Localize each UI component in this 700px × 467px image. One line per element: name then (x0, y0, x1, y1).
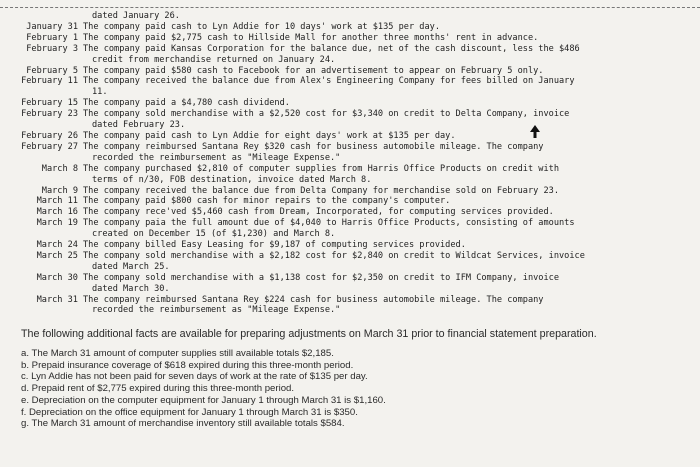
transaction-line: The company sold merchandise with a $2,182 cost for $2,840 on credit to Wildcat Services, invoice (83, 250, 585, 261)
transaction-description (83, 164, 688, 186)
transaction-line: The company billed Easy Leasing for $9,187 of computing services provided. (83, 240, 466, 251)
transaction-line: The company purchased $2,810 of computer supplies from Harris Office Products on credit with (83, 163, 559, 174)
header-fragment-row (0, 11, 700, 22)
facts-intro: The following additional facts are available for preparing adjustments on March 31 prior to financial statement preparation. (21, 328, 597, 340)
transaction-line: created on December 15 (of $1,230) and March 8. (92, 229, 336, 240)
fact-item: f. Depreciation on the office equipment for January 1 through March 31 is $350. (21, 406, 358, 418)
transaction-description (83, 273, 688, 295)
transaction-row (0, 142, 700, 164)
transaction-date: March 24 (36, 240, 78, 251)
torn-top-edge (0, 0, 700, 8)
fact-item: e. Depreciation on the computer equipment for January 1 through March 31 is $1,160. (21, 394, 386, 406)
transaction-date: February 11 (21, 76, 78, 87)
transaction-date: March 16 (36, 207, 78, 218)
adjustment-facts-section (21, 328, 696, 430)
transaction-description (83, 207, 688, 218)
transaction-line: recorded the reimbursement as "Mileage Expense." (92, 305, 341, 316)
transaction-row (0, 98, 700, 109)
transaction-date: February 5 (26, 65, 78, 76)
transaction-date: February 3 (26, 43, 78, 54)
transaction-log (0, 11, 700, 316)
transaction-date: March 8 (41, 163, 78, 174)
transaction-row (0, 218, 700, 240)
transaction-line: The company sold merchandise with a $1,138 cost for $2,350 on credit to IFM Company, invoice (83, 272, 559, 283)
transaction-line: The company received the balance due from Alex's Engineering Company for fees billed on January (83, 76, 575, 87)
transaction-row (0, 240, 700, 251)
mouse-cursor-icon (529, 125, 541, 139)
fact-item: b. Prepaid insurance coverage of $618 expired during this three-month period. (21, 359, 354, 371)
transaction-line: The company paid cash to Lyn Addie for 10 days' work at $135 per day. (83, 21, 440, 32)
transaction-description (83, 22, 688, 33)
transaction-row (0, 251, 700, 273)
transaction-line: The company paid $580 cash to Facebook for an advertisement to appear on February 5 only. (83, 65, 544, 76)
transaction-line: The company paid a $4,780 cash dividend. (83, 98, 290, 109)
transaction-description (83, 44, 688, 66)
transaction-row (0, 66, 700, 77)
transaction-description (83, 131, 688, 142)
transaction-row (0, 22, 700, 33)
transaction-date: March 31 (36, 294, 78, 305)
transaction-row (0, 164, 700, 186)
header-fragment: dated January 26. (92, 11, 180, 21)
transaction-description (83, 66, 688, 77)
transaction-row (0, 273, 700, 295)
transaction-line: The company paid $2,775 cash to Hillside Mall for another three months' rent in advance. (83, 32, 539, 43)
transaction-line: The company sold merchandise with a $2,520 cost for $3,340 on credit to Delta Company, invoice (83, 109, 570, 120)
transaction-line: terms of n/30, FOB destination, invoice dated March 8. (92, 174, 372, 185)
transaction-date: March 30 (36, 272, 78, 283)
transaction-line: The company paid cash to Lyn Addie for eight days' work at $135 per day. (83, 130, 456, 141)
transaction-line: recorded the reimbursement as "Mileage Expense." (92, 152, 341, 163)
transaction-date: February 23 (21, 109, 78, 120)
transaction-line: dated March 25. (92, 261, 170, 272)
transaction-description (83, 240, 688, 251)
transaction-line: The company received the balance due from Delta Company for merchandise sold on February 23. (83, 185, 559, 196)
transaction-row (0, 207, 700, 218)
transaction-date: February 1 (26, 32, 78, 43)
transaction-description (83, 142, 688, 164)
transaction-date: February 26 (21, 130, 78, 141)
transaction-line: The company rece'ved $5,460 cash from Dream, Incorporated, for computing services provided. (83, 207, 554, 218)
transaction-list (0, 22, 700, 316)
transaction-description (83, 186, 688, 197)
transaction-description (83, 196, 688, 207)
transaction-row (0, 44, 700, 66)
transaction-line: dated February 23. (92, 120, 186, 131)
fact-item: a. The March 31 amount of computer supplies still available totals $2,185. (21, 348, 334, 359)
facts-list (21, 348, 696, 430)
transaction-line: credit from merchandise returned on January 24. (92, 54, 336, 65)
fact-item: c. Lyn Addie has not been paid for seven days of work at the rate of $135 per day. (21, 371, 368, 383)
transaction-line: dated March 30. (92, 283, 170, 294)
transaction-date: February 27 (21, 141, 78, 152)
transaction-row (0, 109, 700, 131)
transaction-description (83, 109, 688, 131)
transaction-description (83, 251, 688, 273)
transaction-description (83, 76, 688, 98)
transaction-line: 11. (92, 87, 108, 98)
transaction-date: March 19 (36, 218, 78, 229)
transaction-date: March 9 (41, 185, 78, 196)
transaction-description (83, 218, 688, 240)
transaction-date: January 31 (26, 21, 78, 32)
transaction-row (0, 295, 700, 317)
transaction-line: The company paid Kansas Corporation for the balance due, net of the cash discount, less the $486 (83, 43, 580, 54)
transaction-date: February 15 (21, 98, 78, 109)
transaction-line: The company reimbursed Santana Rey $224 cash for business automobile mileage. The company (83, 294, 544, 305)
transaction-row (0, 131, 700, 142)
transaction-description (83, 98, 688, 109)
transaction-line: The company paia the full amount due of $4,040 to Harris Office Products, consisting of amounts (83, 218, 575, 229)
transaction-row (0, 33, 700, 44)
fact-item: g. The March 31 amount of merchandise inventory still available totals $584. (21, 418, 345, 430)
transaction-line: The company paid $800 cash for minor repairs to the company's computer. (83, 196, 451, 207)
transaction-line: The company reimbursed Santana Rey $320 cash for business automobile mileage. The company (83, 141, 544, 152)
transaction-row (0, 186, 700, 197)
transaction-description (83, 295, 688, 317)
transaction-description (83, 33, 688, 44)
transaction-date: March 25 (36, 250, 78, 261)
transaction-row (0, 196, 700, 207)
fact-item: d. Prepaid rent of $2,775 expired during this three-month period. (21, 383, 295, 395)
transaction-date: March 11 (36, 196, 78, 207)
transaction-row (0, 76, 700, 98)
